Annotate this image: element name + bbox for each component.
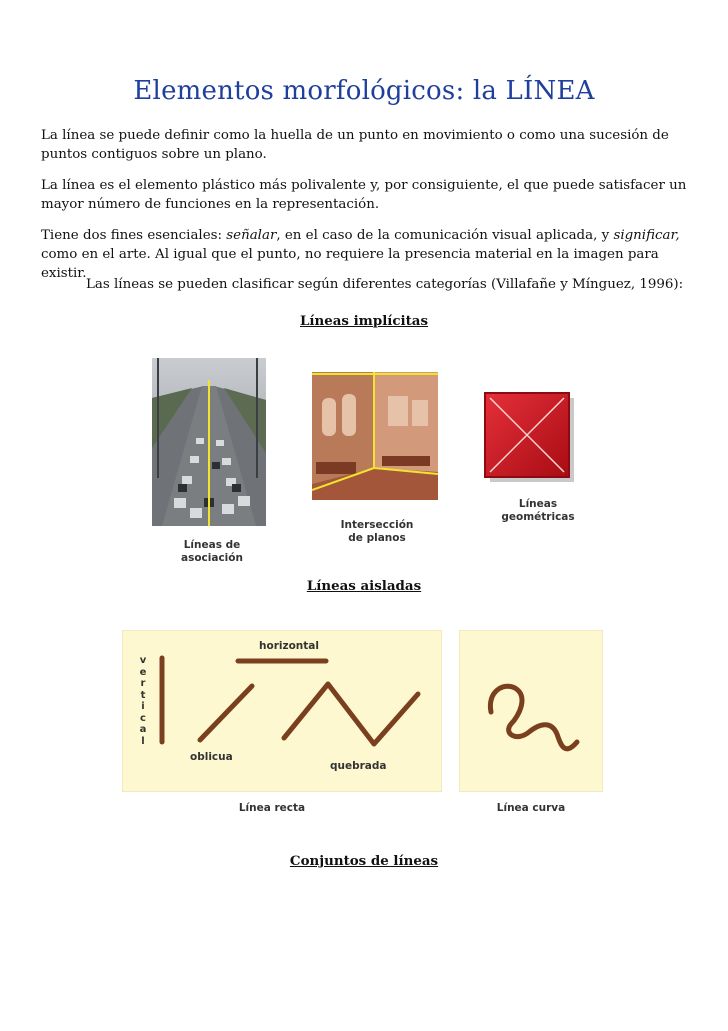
paragraph-definition: La línea se puede definir como la huella de un punto en movimiento o como una sucesión de puntos contiguos sobre un plano.: [41, 128, 669, 162]
caption-interseccion: [322, 519, 432, 545]
caption-geometricas-line1: Líneas: [518, 498, 558, 510]
paragraph-classification: Las líneas se pueden clasificar según diferentes categorías (Villafañe y Mínguez, 1996):: [86, 277, 684, 292]
caption-interseccion-line1: Intersección: [340, 519, 414, 531]
caption-interseccion-line2: de planos: [348, 532, 406, 544]
caption-recta: Línea recta: [238, 802, 306, 814]
label-vertical: v e r t i c a l: [139, 655, 147, 747]
caption-curva: Línea curva: [496, 802, 566, 814]
label-quebrada: quebrada: [330, 760, 387, 772]
purposes-emphasis-senalar: señalar: [226, 228, 277, 243]
room-photo: [312, 372, 438, 500]
paragraph-versatility: La línea es el elemento plástico más polivalente y, por consiguiente, el que puede satisfacer un mayor número de funciones en la representación.: [41, 178, 687, 212]
caption-asociacion: Líneas de asociación: [181, 539, 243, 564]
purposes-text-a: Tiene dos fines esenciales:: [41, 228, 227, 243]
purposes-text-c: como en el arte. Al igual que el punto, no requiere la presencia material en la imagen para existir.: [41, 247, 659, 281]
section-heading-implicit: Líneas implícitas: [299, 313, 429, 329]
page-title: Elementos morfológicos: la LÍNEA: [133, 76, 595, 106]
curved-line-panel: [459, 630, 603, 792]
purposes-text-b: , en el caso de la comunicación visual aplicada, y: [276, 228, 614, 243]
caption-geometricas-line2: geométricas: [501, 511, 575, 523]
label-horizontal: horizontal: [259, 640, 319, 652]
road-photo: [152, 358, 266, 526]
section-heading-isolated: Líneas aisladas: [306, 578, 422, 594]
purposes-emphasis-significar: significar,: [613, 228, 680, 243]
caption-geometricas: [490, 498, 586, 524]
straight-lines-panel: [122, 630, 442, 792]
red-square-geometric: [482, 390, 578, 486]
section-heading-sets: Conjuntos de líneas: [289, 853, 439, 869]
label-oblicua: oblicua: [190, 751, 233, 763]
